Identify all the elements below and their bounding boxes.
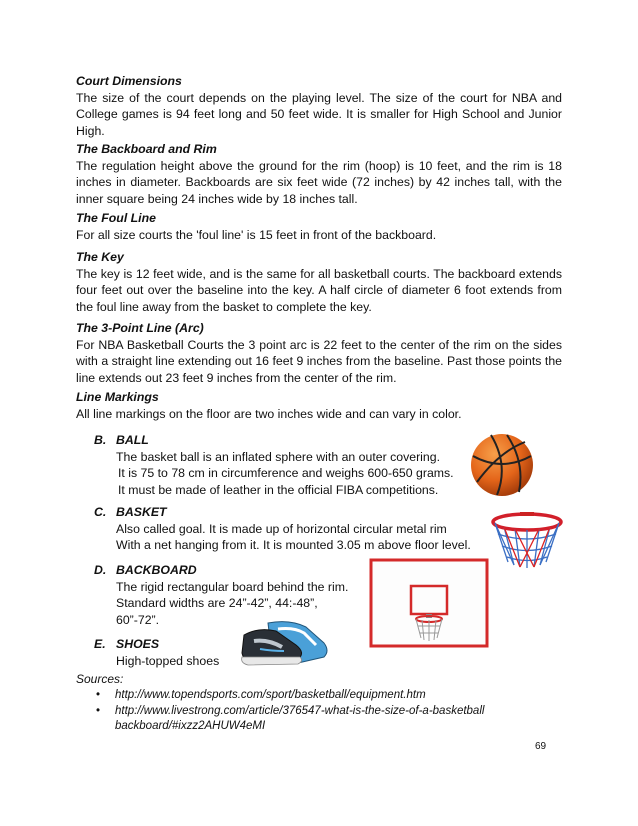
section-body: The key is 12 feet wide, and is the same for all basketball courts. The backboard extends four feet out over the baseline into the key. A half circle of diameter 6 foot extends from the foul line away from the basket to complete the key. — [76, 266, 562, 314]
section-line-markings — [76, 389, 562, 422]
section-heading: The Foul Line — [76, 211, 156, 225]
item-line: With a net hanging from it. It is mounted 3.05 m above floor level. — [116, 538, 471, 552]
section-body: The regulation height above the ground for the rim (hoop) is 10 feet, and the rim is 18 inches in diameter. Backboards are six feet wide (72 inches) by 42 inches tall, with the inner square being 24 inches wide by 18 inches tall. — [76, 158, 562, 206]
section-body: For NBA Basketball Courts the 3 point arc is 22 feet to the center of the rim on the sides with a straight line extending out 16 feet 9 inches from the baseline. Past those points the line extends out 23 feet 9 inches from the center of the rim. — [76, 337, 562, 385]
equipment-heading — [94, 432, 454, 449]
section-heading: The Key — [76, 250, 124, 264]
list-item — [96, 704, 496, 734]
source-link[interactable]: http://www.topendsports.com/sport/basketball/equipment.htm — [115, 689, 426, 701]
basketball-image — [469, 432, 535, 498]
equipment-shoes — [94, 636, 219, 669]
section-backboard-and-rim — [76, 141, 562, 207]
equipment-heading — [94, 636, 219, 653]
item-title: BACKBOARD — [116, 563, 197, 577]
item-line: The basket ball is an inflated sphere with an outer covering. — [116, 449, 441, 464]
equipment-heading — [94, 562, 348, 579]
item-line: The rigid rectangular board behind the rim. — [116, 579, 349, 594]
item-line: It must be made of leather in the official FIBA competitions. — [118, 482, 439, 497]
section-body: The size of the court depends on the playing level. The size of the court for NBA and College games is 94 feet long and 50 feet wide. It is smaller for High School and Junior High. — [76, 90, 562, 138]
equipment-basket — [94, 504, 471, 554]
section-foul-line — [76, 210, 562, 243]
source-link[interactable]: http://www.livestrong.com/article/376547-what-is-the-size-of-a-basketball backboard/#ixzz2AHUW4eMI — [115, 705, 485, 732]
item-letter: E. — [94, 637, 106, 651]
item-letter: B. — [94, 433, 107, 447]
bullet-icon: • — [96, 689, 101, 701]
item-title: BALL — [116, 433, 149, 447]
page-number: 69 — [535, 741, 547, 752]
bullet-icon: • — [96, 705, 101, 717]
item-line: 60”-72”. — [116, 612, 160, 627]
sources-label: Sources: — [76, 672, 124, 686]
section-heading: Line Markings — [76, 390, 159, 404]
equipment-ball — [94, 432, 454, 498]
item-line: Standard widths are 24”-42”, 44:-48”, — [116, 596, 318, 610]
section-three-point-line — [76, 320, 562, 386]
item-line: Also called goal. It is made up of horizontal circular metal rim — [116, 521, 447, 536]
item-letter: D. — [94, 563, 107, 577]
item-title: BASKET — [116, 505, 167, 519]
list-item — [96, 688, 496, 703]
section-heading: The 3-Point Line (Arc) — [76, 321, 204, 335]
equipment-heading — [94, 504, 471, 521]
section-body: For all size courts the 'foul line' is 15 feet in front of the backboard. — [76, 227, 437, 242]
section-body: All line markings on the floor are two inches wide and can vary in color. — [76, 406, 462, 421]
backboard-image — [369, 558, 489, 653]
sources-list — [96, 688, 496, 735]
basket-hoop-image — [490, 510, 564, 572]
item-line: High-topped shoes — [116, 653, 220, 668]
item-letter: C. — [94, 505, 107, 519]
item-line: It is 75 to 78 cm in circumference and weighs 600-650 grams. — [118, 466, 454, 480]
section-heading: Court Dimensions — [76, 74, 182, 88]
shoes-image — [238, 617, 332, 669]
section-key — [76, 249, 562, 315]
section-court-dimensions — [76, 73, 562, 139]
section-heading: The Backboard and Rim — [76, 142, 217, 156]
item-title: SHOES — [116, 637, 160, 651]
